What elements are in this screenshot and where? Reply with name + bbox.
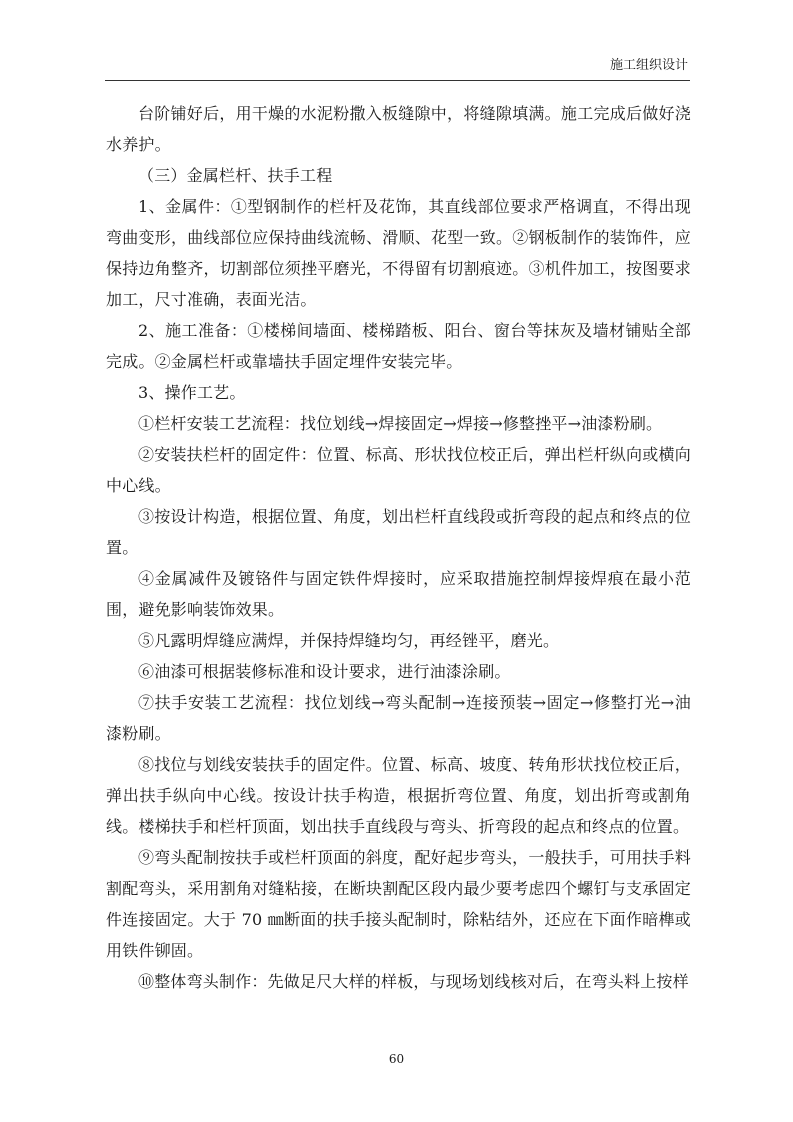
running-header: 施工组织设计 [609, 58, 688, 73]
header-divider [105, 80, 690, 81]
paragraph: ⑥油漆可根据装修标准和设计要求，进行油漆涂刷。 [138, 662, 511, 681]
paragraph: 3、操作工艺。 [138, 383, 246, 402]
document-body [106, 98, 691, 997]
paragraph: ⑨弯头配制按扶手或栏杆顶面的斜度，配好起步弯头，一般扶手，可用扶手料割配弯头，采用割角对缝粘接，在断块割配区段内最少要考虑四个螺钉与支承固定件连接固定。大于 70 ㎜断面的扶手接头配制时，除粘结外，还应在下面作暗榫或用铁件铆固。 [106, 848, 691, 960]
paragraph: ④金属减件及镀铬件与固定铁件焊接时，应采取措施控制焊接焊痕在最小范围，避免影响装饰效果。 [106, 569, 691, 619]
paragraph: 2、施工准备：①楼梯间墙面、楼梯踏板、阳台、窗台等抹灰及墙材铺贴全部完成。②金属栏杆或靠墙扶手固定埋件安装完毕。 [106, 321, 691, 371]
paragraph: ⑤凡露明焊缝应满焊，并保持焊缝均匀，再经锉平，磨光。 [138, 631, 560, 650]
section-heading: （三）金属栏杆、扶手工程 [138, 166, 333, 185]
paragraph: ⑩整体弯头制作：先做足尺大样的样板，与现场划线核对后，在弯头料上按样 [138, 972, 689, 991]
paragraph: ②安装扶栏杆的固定件：位置、标高、形状找位校正后，弹出栏杆纵向或横向中心线。 [106, 445, 691, 495]
paragraph: 台阶铺好后，用干燥的水泥粉撒入板缝隙中，将缝隙填满。施工完成后做好浇水养护。 [106, 104, 691, 154]
paragraph: ①栏杆安装工艺流程：找位划线→焊接固定→焊接→修整挫平→油漆粉刷。 [138, 414, 663, 433]
paragraph: ⑧找位与划线安装扶手的固定件。位置、标高、坡度、转角形状找位校正后，弹出扶手纵向中心线。按设计扶手构造，根据折弯位置、角度，划出折弯或割角线。楼梯扶手和栏杆顶面，划出扶手直线段与弯头、折弯段的起点和终点的位置。 [106, 755, 691, 836]
paragraph: ⑦扶手安装工艺流程：找位划线→弯头配制→连接预装→固定→修整打光→油漆粉刷。 [106, 693, 691, 743]
page-number: 60 [388, 1052, 405, 1066]
paragraph: 1、金属件：①型钢制作的栏杆及花饰，其直线部位要求严格调直，不得出现弯曲变形，曲线部位应保持曲线流畅、滑顺、花型一致。②钢板制作的装饰件，应保持边角整齐，切割部位须挫平磨光，不得留有切割痕迹。③机件加工，按图要求加工，尺寸准确，表面光洁。 [106, 197, 691, 309]
paragraph: ③按设计构造，根据位置、角度，划出栏杆直线段或折弯段的起点和终点的位置。 [106, 507, 691, 557]
